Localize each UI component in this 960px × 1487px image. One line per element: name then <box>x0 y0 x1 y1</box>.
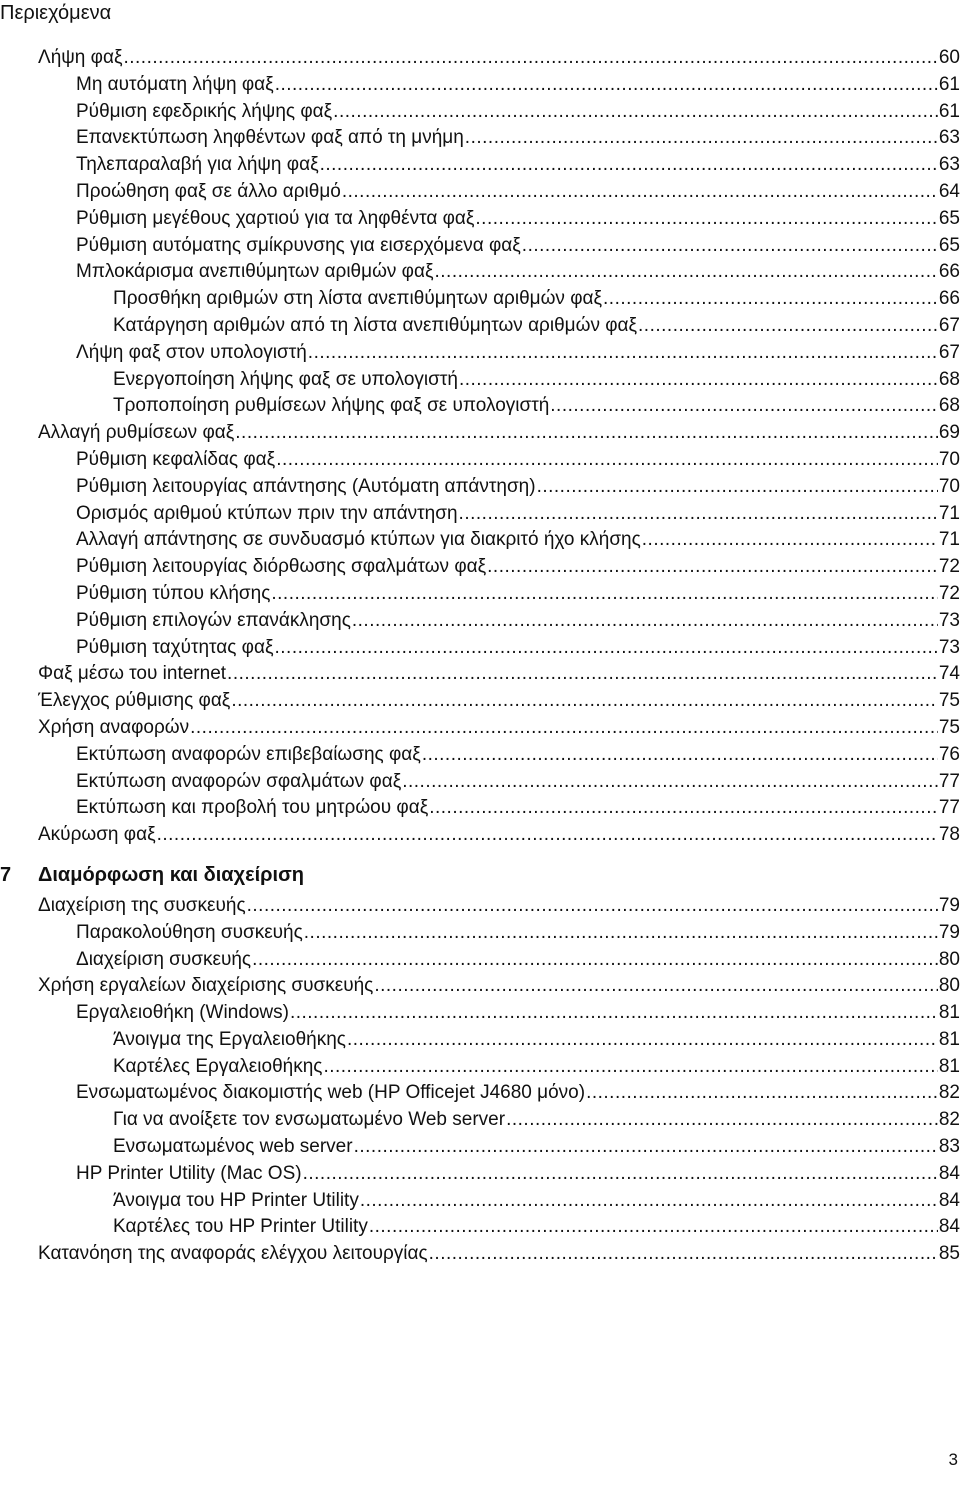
toc-entry-title: Ρύθμιση μεγέθους χαρτιού για τα ληφθέντα φαξ <box>76 207 475 229</box>
toc-leader-dots <box>360 1188 938 1215</box>
toc-entry[interactable] <box>0 259 960 286</box>
toc-entry[interactable] <box>0 947 960 974</box>
toc-leader-dots <box>320 152 938 179</box>
toc-leader-dots <box>304 920 938 947</box>
toc-leader-dots <box>475 206 937 233</box>
toc-entry-page: 67 <box>938 314 960 336</box>
toc-entry-title: Εκτύπωση αναφορών σφαλμάτων φαξ <box>76 770 402 792</box>
toc-entry-title: Άνοιγμα του HP Printer Utility <box>113 1189 359 1211</box>
toc-leader-dots <box>190 715 938 742</box>
toc-entry[interactable] <box>0 661 960 688</box>
toc-entry-title: Διαχείριση της συσκευής <box>38 894 246 916</box>
toc-leader-dots <box>487 554 938 581</box>
toc-leader-dots <box>276 447 938 474</box>
toc-leader-dots <box>642 527 938 554</box>
toc-entry-page: 60 <box>938 47 960 68</box>
toc-entry[interactable] <box>0 1188 960 1215</box>
toc-entry-title: Ενσωματωμένος web server <box>113 1136 353 1158</box>
toc-entry-page: 85 <box>938 1243 960 1265</box>
toc-entry-title: Ενσωματωμένος διακομιστής web (HP Officejet J4680 μόνο) <box>76 1082 586 1104</box>
toc-entry-title: HP Printer Utility (Mac OS) <box>76 1162 302 1184</box>
toc-leader-dots <box>235 420 938 447</box>
toc-entry[interactable] <box>0 1134 960 1161</box>
toc-entry-title: Ρύθμιση λειτουργίας διόρθωσης σφαλμάτων φαξ <box>76 556 487 578</box>
toc-leader-dots <box>275 72 938 99</box>
toc-entry-title: Μπλοκάρισμα ανεπιθύμητων αριθμών φαξ <box>76 261 434 283</box>
toc-entry-page: 82 <box>938 1082 960 1104</box>
toc-leader-dots <box>550 393 938 420</box>
toc-leader-dots <box>435 259 938 286</box>
toc-leader-dots <box>369 1214 938 1241</box>
toc-entry[interactable] <box>0 125 960 152</box>
toc-entry-title: Αλλαγή απάντησης σε συνδυασμό κτύπων για διακριτό ήχο κλήσης <box>76 529 641 551</box>
toc-entry-page: 74 <box>938 663 960 685</box>
toc-entry-title: Κατανόηση της αναφοράς ελέγχου λειτουργίας <box>38 1243 428 1265</box>
toc-entry-title: Τροποποίηση ρυθμίσεων λήψης φαξ σε υπολογιστή <box>113 395 550 417</box>
toc-entry-page: 71 <box>938 502 960 524</box>
toc-entry-title: Ενεργοποίηση λήψης φαξ σε υπολογιστή <box>113 368 458 390</box>
toc-entry[interactable] <box>0 313 960 340</box>
toc-entry-page: 77 <box>938 797 960 819</box>
toc-leader-dots <box>123 45 937 72</box>
toc-leader-dots <box>506 1107 938 1134</box>
toc-entry-page: 64 <box>938 180 960 202</box>
toc-entry-page: 68 <box>938 368 960 390</box>
toc-entry-page: 68 <box>938 395 960 417</box>
toc-entry[interactable] <box>0 527 960 554</box>
toc-leader-dots <box>333 99 938 126</box>
toc-entry-page: 78 <box>938 824 960 846</box>
toc-entry-page: 75 <box>938 690 960 712</box>
table-of-contents <box>0 45 960 1268</box>
toc-entry-title: Ρύθμιση εφεδρικής λήψης φαξ <box>76 100 333 122</box>
toc-entry[interactable] <box>0 367 960 394</box>
toc-entry-page: 83 <box>938 1136 960 1158</box>
toc-entry-page: 61 <box>938 73 960 95</box>
chapter-number: 7 <box>0 863 12 886</box>
toc-entry-page: 79 <box>938 921 960 943</box>
toc-entry-page: 77 <box>938 770 960 792</box>
toc-entry-title: Ρύθμιση λειτουργίας απάντησης (Αυτόματη απάντηση) <box>76 475 536 497</box>
toc-entry-title: Αλλαγή ρυθμίσεων φαξ <box>38 422 235 444</box>
toc-leader-dots <box>157 822 938 849</box>
toc-entry[interactable] <box>0 393 960 420</box>
toc-entry-page: 70 <box>938 448 960 470</box>
toc-entry[interactable] <box>0 179 960 206</box>
toc-leader-dots <box>342 179 938 206</box>
toc-entry[interactable] <box>0 206 960 233</box>
toc-entry[interactable] <box>0 973 960 1000</box>
toc-entry-title: Επανεκτύπωση ληφθέντων φαξ από τη μνήμη <box>76 127 464 149</box>
toc-entry[interactable] <box>0 1027 960 1054</box>
toc-entry-page: 65 <box>938 234 960 256</box>
toc-entry-page: 73 <box>938 609 960 631</box>
toc-leader-dots <box>252 947 938 974</box>
toc-entry-title: Προσθήκη αριθμών στη λίστα ανεπιθύμητων αριθμών φαξ <box>113 288 603 310</box>
toc-entry[interactable] <box>0 1080 960 1107</box>
toc-leader-dots <box>290 1000 938 1027</box>
toc-entry-page: 79 <box>938 894 960 916</box>
toc-entry-page: 72 <box>938 582 960 604</box>
toc-section-management <box>0 893 960 1268</box>
toc-entry-page: 71 <box>938 529 960 551</box>
toc-entry-title: Ρύθμιση τύπου κλήσης <box>76 582 271 604</box>
toc-entry-title: Εκτύπωση αναφορών επιβεβαίωσης φαξ <box>76 743 421 765</box>
toc-entry[interactable] <box>0 608 960 635</box>
toc-entry[interactable] <box>0 554 960 581</box>
toc-entry[interactable] <box>0 99 960 126</box>
toc-entry[interactable] <box>0 1107 960 1134</box>
toc-entry-title: Ρύθμιση αυτόματης σμίκρυνσης για εισερχόμενα φαξ <box>76 234 521 256</box>
toc-entry-title: Εκτύπωση και προβολή του μητρώου φαξ <box>76 797 429 819</box>
toc-entry[interactable] <box>0 152 960 179</box>
toc-entry-page: 75 <box>938 716 960 738</box>
toc-entry-title: Εργαλειοθήκη (Windows) <box>76 1002 289 1024</box>
toc-entry[interactable] <box>0 1241 960 1268</box>
toc-leader-dots <box>247 893 938 920</box>
toc-entry-title: Κατάργηση αριθμών από τη λίστα ανεπιθύμητων αριθμών φαξ <box>113 314 638 336</box>
toc-entry-title: Για να ανοίξετε τον ενσωματωμένο Web server <box>113 1109 506 1131</box>
toc-entry-page: 73 <box>938 636 960 658</box>
toc-leader-dots <box>402 769 938 796</box>
toc-entry-page: 70 <box>938 475 960 497</box>
toc-entry[interactable] <box>0 340 960 367</box>
toc-leader-dots <box>227 661 938 688</box>
toc-entry[interactable] <box>0 920 960 947</box>
toc-entry-page: 66 <box>938 288 960 310</box>
toc-entry-title: Προώθηση φαξ σε άλλο αριθμό <box>76 180 341 202</box>
toc-entry-title: Άνοιγμα της Εργαλειοθήκης <box>113 1028 346 1050</box>
toc-leader-dots <box>271 581 937 608</box>
toc-entry-page: 84 <box>938 1216 960 1238</box>
toc-leader-dots <box>374 973 938 1000</box>
toc-entry[interactable] <box>0 715 960 742</box>
toc-entry[interactable] <box>0 1000 960 1027</box>
toc-entry-page: 81 <box>938 1002 960 1024</box>
toc-entry[interactable] <box>0 742 960 769</box>
toc-entry-page: 67 <box>938 341 960 363</box>
toc-entry[interactable] <box>0 769 960 796</box>
toc-entry-title: Ρύθμιση κεφαλίδας φαξ <box>76 448 276 470</box>
toc-entry-page: 84 <box>938 1162 960 1184</box>
toc-entry[interactable] <box>0 822 960 849</box>
toc-entry[interactable] <box>0 1161 960 1188</box>
toc-entry-title: Καρτέλες Εργαλειοθήκης <box>113 1055 323 1077</box>
toc-leader-dots <box>303 1161 938 1188</box>
toc-entry-page: 63 <box>938 154 960 176</box>
toc-leader-dots <box>459 367 938 394</box>
toc-entry-page: 81 <box>938 1028 960 1050</box>
toc-entry[interactable] <box>0 286 960 313</box>
toc-entry-title: Ρύθμιση ταχύτητας φαξ <box>76 636 274 658</box>
toc-entry-title: Ορισμός αριθμού κτύπων πριν την απάντηση <box>76 502 458 524</box>
toc-entry[interactable] <box>0 893 960 920</box>
toc-entry[interactable] <box>0 72 960 99</box>
toc-entry-title: Διαχείριση συσκευής <box>76 948 252 970</box>
toc-entry-page: 69 <box>938 422 960 444</box>
toc-entry-title: Φαξ μέσω του internet <box>38 663 227 685</box>
toc-entry[interactable] <box>0 581 960 608</box>
toc-entry-title: Μη αυτόματη λήψη φαξ <box>76 73 274 95</box>
page-header-title: Περιεχόμενα <box>0 2 112 24</box>
toc-entry[interactable] <box>0 474 960 501</box>
toc-entry-page: 84 <box>938 1189 960 1211</box>
toc-leader-dots <box>465 125 938 152</box>
toc-entry[interactable] <box>0 795 960 822</box>
toc-leader-dots <box>231 688 938 715</box>
toc-entry[interactable] <box>0 1054 960 1081</box>
toc-entry-page: 65 <box>938 207 960 229</box>
toc-leader-dots <box>603 286 938 313</box>
toc-entry[interactable] <box>0 420 960 447</box>
toc-entry[interactable] <box>0 447 960 474</box>
toc-entry-page: 72 <box>938 556 960 578</box>
toc-entry-title: Τηλεπαραλαβή για λήψη φαξ <box>76 154 319 176</box>
toc-entry[interactable] <box>0 635 960 662</box>
toc-entry-page: 82 <box>938 1109 960 1131</box>
toc-entry[interactable] <box>0 1214 960 1241</box>
toc-entry[interactable] <box>0 233 960 260</box>
toc-entry[interactable] <box>0 501 960 528</box>
toc-entry[interactable] <box>0 688 960 715</box>
toc-leader-dots <box>586 1080 938 1107</box>
toc-entry-title: Ακύρωση φαξ <box>38 824 156 846</box>
toc-entry-page: 80 <box>938 975 960 997</box>
toc-leader-dots <box>308 340 938 367</box>
toc-entry-page: 76 <box>938 743 960 765</box>
toc-entry-page: 80 <box>938 948 960 970</box>
page-number: 3 <box>948 1450 958 1469</box>
toc-entry-title: Λήψη φαξ στον υπολογιστή <box>76 341 307 363</box>
chapter-title: Διαμόρφωση και διαχείριση <box>38 863 304 886</box>
toc-leader-dots <box>429 1241 938 1268</box>
toc-leader-dots <box>354 1134 938 1161</box>
toc-entry-title: Λήψη φαξ <box>38 47 123 68</box>
toc-leader-dots <box>352 608 938 635</box>
toc-entry-page: 81 <box>938 1055 960 1077</box>
toc-entry-title: Καρτέλες του HP Printer Utility <box>113 1216 368 1238</box>
toc-leader-dots <box>429 795 938 822</box>
toc-entry[interactable] <box>0 45 960 72</box>
toc-entry-title: Έλεγχος ρύθμισης φαξ <box>38 690 231 712</box>
toc-leader-dots <box>422 742 938 769</box>
chapter-heading <box>0 849 960 893</box>
toc-leader-dots <box>323 1054 937 1081</box>
toc-entry-title: Χρήση εργαλείων διαχείρισης συσκευής <box>38 975 374 997</box>
toc-entry-title: Χρήση αναφορών <box>38 716 190 738</box>
toc-leader-dots <box>459 501 938 528</box>
toc-leader-dots <box>522 233 938 260</box>
toc-leader-dots <box>275 635 938 662</box>
toc-section-fax <box>0 45 960 849</box>
toc-entry-page: 63 <box>938 127 960 149</box>
toc-entry-page: 66 <box>938 261 960 283</box>
toc-leader-dots <box>638 313 938 340</box>
toc-leader-dots <box>347 1027 938 1054</box>
toc-entry-page: 61 <box>938 100 960 122</box>
toc-leader-dots <box>537 474 938 501</box>
toc-entry-title: Ρύθμιση επιλογών επανάκλησης <box>76 609 351 631</box>
toc-entry-title: Παρακολούθηση συσκευής <box>76 921 303 943</box>
